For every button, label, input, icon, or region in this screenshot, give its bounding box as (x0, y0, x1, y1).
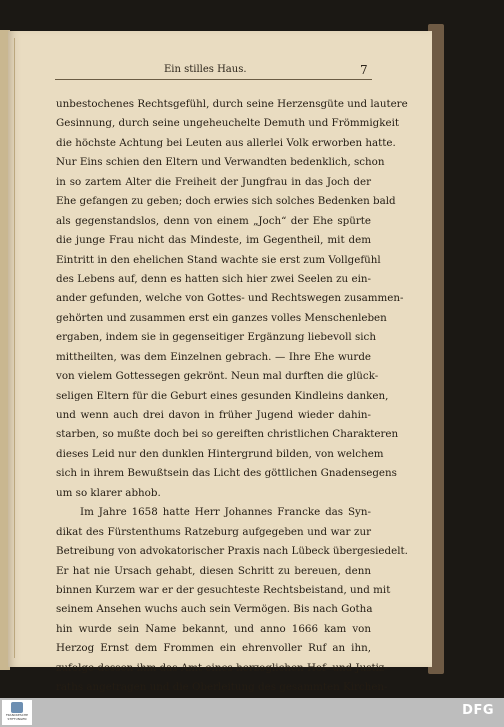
text-line: Ehe gefangen zu geben; doch erwies sich solches Bedenken bald (56, 195, 396, 208)
text-line: seligen Eltern für die Geburt eines gesunden Kindleins danken, (56, 389, 389, 402)
text-line: binnen Kurzem war er der gesuchteste Rechtsbeistand, und mit (56, 583, 391, 596)
text-line: Eintritt in den ehelichen Stand wachte sie erst zum Vollgefühl (56, 253, 381, 266)
text-line: raths angetragen und die Oberleitung des gesammten Kirchen- (56, 681, 388, 694)
text-line: als gegenstandslos, denn von einem „Joch“ der Ehe spürte (56, 214, 371, 227)
text-line: zufolge dessen ihm das Amt eines herzoglichen Hof- und Justiz- (56, 661, 388, 674)
header-rule (55, 79, 372, 80)
text-line: Er hat nie Ursach gehabt, diesen Schritt zu bereuen, denn (56, 564, 371, 577)
text-line: dieses Leid nur den dunklen Hintergrund bilden, von welchem (56, 447, 384, 460)
text-line: um so klarer abhob. (56, 486, 161, 499)
page-number: 7 (360, 63, 368, 77)
text-line: hin wurde sein Name bekannt, und anno 1666 kam von (56, 622, 371, 635)
text-line: ergaben, indem sie in gegenseitiger Ergänzung liebevoll sich (56, 331, 376, 344)
text-line: Gesinnung, durch seine ungeheuchelte Demuth und Frömmigkeit (56, 117, 399, 130)
footer-bar (0, 698, 504, 727)
text-line: starben, so mußte doch bei so gereiften christlichen Charakteren (56, 428, 399, 441)
institution-logo[interactable] (2, 700, 32, 725)
body-text (56, 95, 408, 717)
running-title: Ein stilles Haus. (164, 64, 247, 75)
text-line: von vielem Gottessegen gekrönt. Neun mal durften die glück- (56, 370, 379, 383)
text-line: in so zartem Alter die Freiheit der Jungfrau in das Joch der (56, 175, 371, 188)
text-line: des Lebens auf, denn es hatten sich hier zwei Seelen zu ein- (56, 272, 371, 285)
text-line: seinem Ansehen wuchs auch sein Vermögen. Bis nach Gotha (56, 603, 373, 616)
text-line: unbestochenes Rechtsgefühl, durch seine Herzensgüte und lautere (56, 98, 408, 110)
text-line: Betreibung von advokatorischer Praxis nach Lübeck übergesiedelt. (56, 545, 408, 558)
text-line: und wenn auch drei davon in früher Jugend wieder dahin- (56, 409, 371, 421)
page-gutter (14, 38, 15, 658)
text-line: dikat des Fürstenthums Ratzeburg aufgegeben und war zur (56, 525, 371, 538)
text-line: ander gefunden, welche von Gottes- und Rechtswegen zusammen- (56, 292, 404, 305)
text-line: Im Jahre 1658 hatte Herr Johannes Francke das Syn- (80, 506, 371, 519)
text-line: Nur Eins schien den Eltern und Verwandten bedenklich, schon (56, 156, 385, 169)
text-line: Herzog Ernst dem Frommen ein ehrenvoller Ruf an ihn, (56, 642, 371, 655)
logo-icon (11, 702, 23, 713)
text-line: sich in ihrem Bewußtsein das Licht des göttlichen Gnadensegens (56, 467, 397, 480)
logo-label: FRANCKESCHE STIFTUNGEN (5, 713, 29, 721)
text-line: mittheilten, was dem Einzelnen gebrach. — Ihre Ehe wurde (56, 350, 371, 363)
text-line: die junge Frau nicht das Mindeste, im Gegentheil, mit dem (56, 234, 371, 247)
dfg-logo: DFG (462, 703, 494, 718)
text-line: die höchste Achtung bei Leuten aus allerlei Volk erworben hatte. (56, 136, 396, 149)
text-line: gehörten und zusammen erst ein ganzes volles Menschenleben (56, 311, 387, 324)
